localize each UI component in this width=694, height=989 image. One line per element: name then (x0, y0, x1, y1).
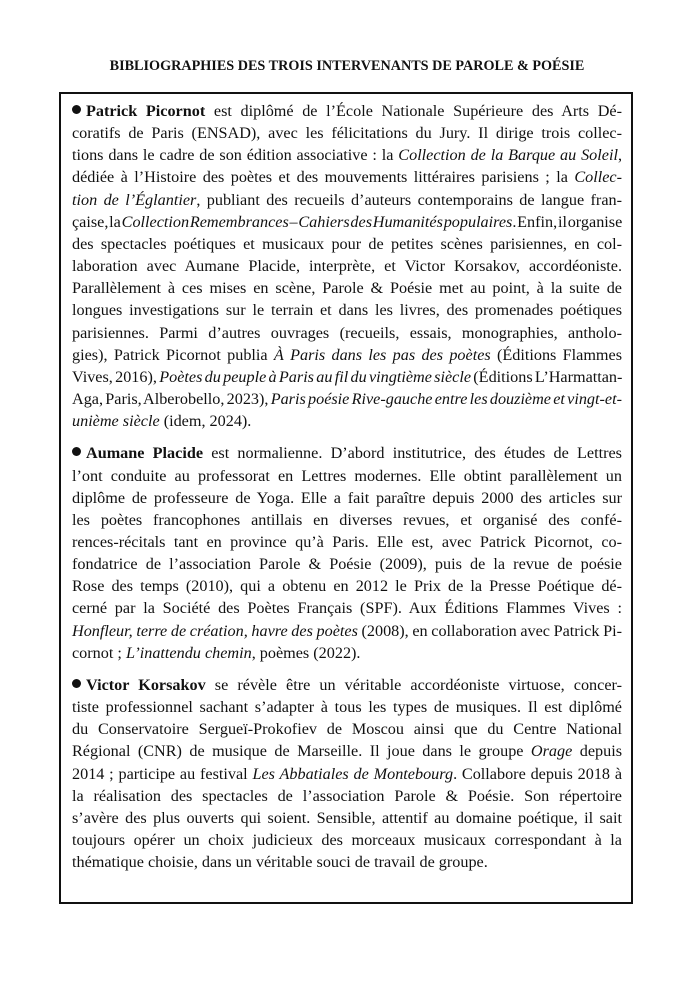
bio-frame (59, 92, 633, 904)
work-title: Paris poésie Rive-gauche entre les douzième et vingt-et- (270, 390, 622, 409)
text-run: les poètes francophones antillais en diverses revues, et organisé des confé- (72, 510, 622, 529)
work-title: Les Abbatiales de Montebourg (252, 764, 454, 783)
bullet-icon (72, 105, 81, 114)
text-line (72, 674, 622, 696)
bullet-icon (72, 679, 81, 688)
text-line (72, 410, 622, 432)
text-line (72, 255, 622, 277)
text-line (72, 829, 622, 851)
text-line (72, 122, 622, 144)
text-run: gies), Patrick Picornot publia (72, 345, 274, 364)
text-run: coratifs de Paris (ENSAD), avec les félicitations du Jury. Il dirige trois collec- (72, 124, 622, 143)
text-run: . Collabore depuis 2018 à (453, 764, 623, 783)
text-line (72, 211, 622, 233)
text-line (72, 277, 622, 299)
text-run: tions dans le cadre de son édition associative : la (72, 146, 399, 165)
text-run: thématique choisie, dans un véritable souci de travail de groupe. (72, 853, 488, 872)
person-name: Aumane Placide (86, 444, 204, 463)
text-line (72, 851, 622, 873)
work-title: Orage (530, 742, 573, 761)
text-line (72, 509, 622, 531)
text-line (72, 785, 622, 807)
work-title: L’inattendu chemin (125, 643, 252, 662)
text-line (72, 696, 622, 718)
text-run: , poèmes (2022). (251, 643, 361, 662)
bio-paragraph (72, 100, 622, 432)
text-line (72, 166, 622, 188)
text-line (72, 144, 622, 166)
text-line (72, 807, 622, 829)
text-line (72, 597, 622, 619)
text-run: (Éditions L’Harmattan- (471, 367, 623, 386)
document-title: BIBLIOGRAPHIES DES TROIS INTERVENANTS DE PAROLE & POÉSIE (109, 58, 585, 74)
work-title: tion de l’Églantier (72, 190, 197, 209)
text-line (72, 442, 622, 464)
text-run: cornot ; (72, 643, 126, 662)
text-run: Aga, Paris, Alberobello, 2023), (72, 390, 271, 409)
work-title: Honfleur, terre de création, havre des poètes (72, 621, 358, 640)
text-run: dédiée à l’Histoire des poètes et des mouvements littéraires parisiens ; la (72, 168, 575, 187)
text-line (72, 299, 622, 321)
person-name: Patrick Picornot (86, 102, 206, 120)
text-line (72, 531, 622, 553)
text-run: des spectacles poétiques et musicaux pour de petites scènes parisiennes, en col- (72, 234, 622, 253)
work-title: unième siècle (72, 412, 160, 431)
text-run: est normalienne. D’abord institutrice, des études de Lettres (203, 444, 622, 463)
text-run: , publiant des recueils d’auteurs contemporains de langue fran- (196, 190, 622, 209)
bio-paragraph (72, 442, 622, 664)
text-run: , (617, 146, 623, 165)
text-line (72, 553, 622, 575)
bullet-icon (72, 447, 81, 456)
text-run: parisiennes. Parmi d’autres ouvrages (recueils, essais, monographies, antholo- (72, 323, 622, 342)
work-title: Collection de la Barque au Soleil (398, 146, 618, 165)
text-run: est diplômé de l’École Nationale Supérieure des Arts Dé- (205, 102, 623, 120)
text-run: 2014 ; participe au festival (72, 764, 253, 783)
person-name: Victor Korsakov (86, 675, 206, 694)
text-run: . Enfin, il organise (512, 212, 623, 231)
text-run: du Conservatoire Sergueï-Prokofiev de Moscou ainsi que du Centre National (72, 720, 622, 739)
text-run: Régional (CNR) de musique de Marseille. Il joue dans le groupe (72, 742, 531, 761)
text-line (72, 620, 622, 642)
text-run: depuis (572, 742, 622, 761)
text-run: cerné par la Société des Poètes Français (SPF). Aux Éditions Flammes Vives : (72, 599, 622, 618)
work-title: À Paris dans les pas des poètes (273, 345, 491, 364)
text-run: laboration avec Aumane Placide, interprète, et Victor Korsakov, accordéoniste. (72, 257, 622, 276)
text-line (72, 388, 622, 410)
text-run: Rose des temps (2010), qui a obtenu en 2012 le Prix de la Presse Poétique dé- (72, 577, 622, 596)
text-run: çaise, la (72, 212, 122, 231)
text-run: Parallèlement à ces mises en scène, Parole & Poésie met au point, à la suite de (72, 279, 622, 298)
text-run: s’avère des plus ouverts qui soient. Sensible, attentif au domaine poétique, il sait (72, 808, 622, 827)
work-title: Collec- (574, 168, 622, 187)
text-line (72, 366, 622, 388)
text-run: (2008), en collaboration avec Patrick Pi- (357, 621, 622, 640)
text-line (72, 740, 622, 762)
text-run: tiste professionnel sachant s’adapter à tous les types de musiques. Il est diplômé (72, 698, 622, 717)
text-run: Vives, 2016), (72, 367, 160, 386)
text-line (72, 233, 622, 255)
text-line (72, 465, 622, 487)
text-run: rences-récitals tant en province qu’à Paris. Elle est, avec Patrick Picornot, co- (72, 532, 622, 551)
text-run: se révèle être un véritable accordéoniste virtuose, concer- (205, 675, 622, 694)
text-run: (Éditions Flammes (490, 345, 622, 364)
text-line (72, 322, 622, 344)
text-line (72, 642, 622, 664)
bio-list (72, 100, 622, 883)
text-line (72, 718, 622, 740)
text-run: longues investigations sur le terrain et dans les livres, des promenades poétiques (72, 301, 622, 320)
text-line (72, 487, 622, 509)
text-line (72, 189, 622, 211)
work-title: Collection Remembrances – Cahiers des Humanités populaires (121, 212, 513, 231)
bio-paragraph (72, 674, 622, 873)
text-line (72, 344, 622, 366)
text-line (72, 100, 622, 122)
text-line (72, 575, 622, 597)
text-run: toujours opérer un choix judicieux des morceaux musicaux correspondant à la (72, 831, 622, 849)
text-run: l’ont conduite au professorat en Lettres modernes. Elle obtint parallèlement un (72, 466, 622, 485)
text-run: la réalisation des spectacles de l’association Parole & Poésie. Son répertoire (72, 786, 622, 805)
text-run: diplôme de professeure de Yoga. Elle a fait paraître depuis 2000 des articles sur (72, 488, 622, 507)
text-line (72, 763, 622, 785)
work-title: Poètes du peuple à Paris au fil du vingtième siècle (159, 367, 472, 386)
text-run: fondatrice de l’association Parole & Poésie (2009), puis de la revue de poésie (72, 555, 622, 574)
text-run: (idem, 2024). (159, 412, 252, 431)
